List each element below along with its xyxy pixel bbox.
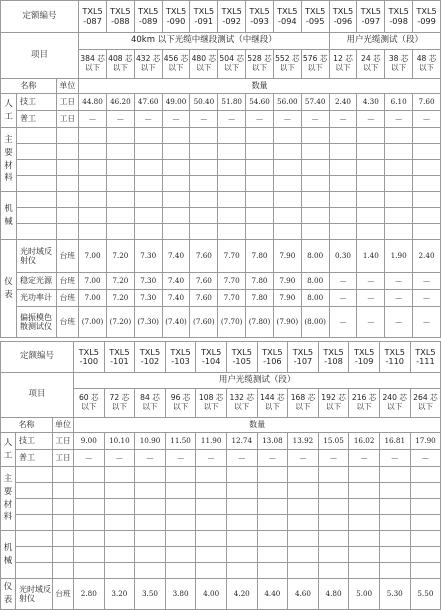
row-unit: 台班 — [56, 273, 78, 290]
table-row — [1, 433, 441, 450]
value-cell: 8.00 — [301, 273, 329, 290]
table-row — [1, 144, 441, 160]
value-cell: 57.40 — [301, 94, 329, 111]
code-row — [1, 342, 441, 373]
category-labor: 人 工 — [1, 94, 17, 128]
table-row — [1, 483, 441, 499]
row-unit: 工日 — [53, 450, 74, 467]
value-cell: 44.80 — [79, 94, 107, 111]
code-cell: TXL5 -102 — [135, 342, 166, 373]
value-cell: — — [165, 450, 196, 467]
name-header: 名称 — [1, 418, 53, 433]
spec-cell: 38 芯 以下 — [385, 50, 413, 79]
value-cell: (8.00) — [301, 307, 329, 338]
spec-cell: 96 芯 以下 — [165, 389, 196, 418]
table-row — [1, 192, 441, 208]
spec-cell: 48 芯 以下 — [413, 50, 441, 79]
value-cell: 3.80 — [165, 579, 196, 610]
category-machine: 机 械 — [1, 192, 17, 240]
code-cell: TXL5 -097 — [357, 1, 385, 33]
table-row — [1, 307, 441, 338]
value-cell: 54.60 — [246, 94, 274, 111]
code-row — [1, 1, 441, 33]
value-cell: 7.40 — [162, 273, 190, 290]
value-cell: — — [218, 111, 246, 128]
group-title-row — [1, 33, 441, 50]
row-name: 普工 — [16, 450, 53, 467]
value-cell: 7.80 — [246, 240, 274, 273]
category-instrument: 仪 表 — [1, 579, 16, 610]
value-cell: 11.90 — [196, 433, 227, 450]
spec-cell: 384 芯 以下 — [79, 50, 107, 79]
value-cell: — — [106, 111, 134, 128]
row-name: 普工 — [17, 111, 57, 128]
row-name: 光时域反 射仪 — [17, 240, 57, 273]
row-name: 光时域反 射仪 — [16, 579, 53, 610]
code-cell: TXL5 -095 — [301, 1, 329, 33]
code-cell: TXL5 -109 — [349, 342, 380, 373]
value-cell: — — [329, 307, 357, 338]
value-cell: (7.90) — [273, 307, 301, 338]
row-unit: 台班 — [53, 579, 74, 610]
spec-cell: 480 芯 以下 — [190, 50, 218, 79]
code-cell: TXL5 -111 — [410, 342, 441, 373]
spec-cell: 432 芯 以下 — [134, 50, 162, 79]
category-material: 主 要 材 料 — [1, 467, 16, 531]
spec-cell: 108 芯 以下 — [196, 389, 227, 418]
table-row — [1, 563, 441, 579]
value-cell: — — [357, 111, 385, 128]
quota-table-2 — [0, 341, 441, 610]
code-cell: TXL5 -094 — [273, 1, 301, 33]
value-cell: (7.20) — [106, 307, 134, 338]
value-cell: — — [134, 111, 162, 128]
value-cell: 2.80 — [74, 579, 105, 610]
value-cell: — — [104, 450, 135, 467]
value-cell: — — [226, 450, 257, 467]
table-row — [1, 499, 441, 515]
row-name: 技工 — [16, 433, 53, 450]
value-cell: 50.40 — [190, 94, 218, 111]
value-cell: 7.20 — [106, 290, 134, 307]
value-cell: (7.60) — [190, 307, 218, 338]
value-cell: — — [318, 450, 349, 467]
value-cell: 7.40 — [162, 290, 190, 307]
value-cell: — — [301, 111, 329, 128]
value-cell: (7.70) — [218, 307, 246, 338]
unit-header: 单位 — [56, 79, 78, 94]
value-cell: 7.70 — [218, 240, 246, 273]
code-cell: TXL5 -106 — [257, 342, 288, 373]
value-cell: 5.30 — [379, 579, 410, 610]
table-row — [1, 111, 441, 128]
code-cell: TXL5 -099 — [413, 1, 441, 33]
value-cell: 0.30 — [329, 240, 357, 273]
spec-cell: 456 芯 以下 — [162, 50, 190, 79]
value-cell: 1.40 — [357, 240, 385, 273]
code-label: 定额编号 — [1, 1, 79, 33]
row-name: 技工 — [17, 94, 57, 111]
value-cell: 49.00 — [162, 94, 190, 111]
table-row — [1, 531, 441, 547]
value-cell: 7.00 — [79, 290, 107, 307]
value-cell: 7.20 — [106, 273, 134, 290]
spec-cell: 84 芯 以下 — [135, 389, 166, 418]
category-labor: 人 工 — [1, 433, 16, 467]
value-cell: — — [385, 273, 413, 290]
code-cell: TXL5 -087 — [79, 1, 107, 33]
value-cell: 16.02 — [349, 433, 380, 450]
code-cell: TXL5 -105 — [226, 342, 257, 373]
value-cell: 51.80 — [218, 94, 246, 111]
spec-cell: 528 芯 以下 — [246, 50, 274, 79]
value-cell: 2.40 — [413, 240, 441, 273]
table-row — [1, 208, 441, 224]
row-name: 偏振模色 散测试仪 — [17, 307, 57, 338]
spec-cell: 264 芯 以下 — [410, 389, 441, 418]
value-cell: — — [257, 450, 288, 467]
value-cell: 5.00 — [349, 579, 380, 610]
value-cell: — — [349, 450, 380, 467]
value-cell: — — [413, 273, 441, 290]
table-row — [1, 273, 441, 290]
value-cell: 4.80 — [318, 579, 349, 610]
value-cell: 3.50 — [135, 579, 166, 610]
code-cell: TXL5 -104 — [196, 342, 227, 373]
value-cell: 13.92 — [288, 433, 319, 450]
value-cell: — — [79, 111, 107, 128]
value-cell: — — [288, 450, 319, 467]
value-cell: 8.00 — [301, 290, 329, 307]
spec-cell: 216 芯 以下 — [349, 389, 380, 418]
value-cell: 7.40 — [162, 240, 190, 273]
value-cell: (7.80) — [246, 307, 274, 338]
column-header-row — [1, 79, 441, 94]
value-cell: 2.40 — [329, 94, 357, 111]
value-cell: — — [385, 111, 413, 128]
value-cell: 7.00 — [79, 273, 107, 290]
group-title-user: 用户光缆测试（段） — [329, 33, 440, 50]
table-row — [1, 467, 441, 483]
column-header-row — [1, 418, 441, 433]
value-cell: 6.10 — [385, 94, 413, 111]
value-cell: — — [162, 111, 190, 128]
value-cell: 7.30 — [134, 240, 162, 273]
table-row — [1, 176, 441, 192]
value-cell: — — [379, 450, 410, 467]
value-cell: 7.20 — [106, 240, 134, 273]
value-cell: — — [329, 273, 357, 290]
value-cell: — — [246, 111, 274, 128]
spec-cell: 132 芯 以下 — [226, 389, 257, 418]
value-cell: 4.30 — [357, 94, 385, 111]
value-cell: 7.90 — [273, 290, 301, 307]
value-cell: — — [357, 273, 385, 290]
value-cell: 10.10 — [104, 433, 135, 450]
category-machine: 机 械 — [1, 531, 16, 579]
value-cell: (7.40) — [162, 307, 190, 338]
table-row — [1, 579, 441, 610]
spec-cell: 24 芯 以下 — [357, 50, 385, 79]
spec-cell: 552 芯 以下 — [273, 50, 301, 79]
unit-header: 单位 — [53, 418, 74, 433]
row-unit: 工日 — [56, 111, 78, 128]
value-cell: 1.90 — [385, 240, 413, 273]
value-cell: (7.00) — [79, 307, 107, 338]
spec-cell: 192 芯 以下 — [318, 389, 349, 418]
value-cell: 7.80 — [246, 290, 274, 307]
value-cell: 7.60 — [190, 290, 218, 307]
value-cell: — — [329, 290, 357, 307]
value-cell: 7.70 — [218, 290, 246, 307]
value-cell: 46.20 — [106, 94, 134, 111]
value-cell: 15.05 — [318, 433, 349, 450]
category-instrument: 仪 表 — [1, 240, 17, 338]
code-cell: TXL5 -089 — [134, 1, 162, 33]
value-cell: 4.20 — [226, 579, 257, 610]
value-cell: 13.08 — [257, 433, 288, 450]
value-cell: — — [135, 450, 166, 467]
code-cell: TXL5 -108 — [318, 342, 349, 373]
table-row — [1, 547, 441, 563]
value-cell: 8.00 — [301, 240, 329, 273]
spec-cell: 144 芯 以下 — [257, 389, 288, 418]
quantity-header: 数量 — [74, 418, 441, 433]
table-row — [1, 128, 441, 144]
table-row — [1, 94, 441, 111]
value-cell: 7.60 — [190, 240, 218, 273]
group-title-user: 用户光缆测试（段） — [74, 373, 441, 389]
code-cell: TXL5 -091 — [190, 1, 218, 33]
spec-cell: 504 芯 以下 — [218, 50, 246, 79]
code-cell: TXL5 -090 — [162, 1, 190, 33]
code-cell: TXL5 -098 — [385, 1, 413, 33]
value-cell: 12.74 — [226, 433, 257, 450]
value-cell: 16.81 — [379, 433, 410, 450]
value-cell: — — [196, 450, 227, 467]
spec-cell: 408 芯 以下 — [106, 50, 134, 79]
value-cell: 10.90 — [135, 433, 166, 450]
item-label: 项目 — [1, 373, 74, 418]
value-cell: — — [385, 290, 413, 307]
value-cell: 56.00 — [273, 94, 301, 111]
row-name: 稳定光源 — [17, 273, 57, 290]
row-name: 光功率计 — [17, 290, 57, 307]
value-cell: — — [357, 307, 385, 338]
item-label: 项目 — [1, 33, 79, 79]
row-unit: 工日 — [56, 94, 78, 111]
value-cell: 11.50 — [165, 433, 196, 450]
table-row — [1, 290, 441, 307]
table-row — [1, 515, 441, 531]
value-cell: 7.90 — [273, 273, 301, 290]
value-cell: 7.30 — [134, 290, 162, 307]
table-row — [1, 224, 441, 240]
value-cell: 7.90 — [273, 240, 301, 273]
row-unit: 台班 — [56, 290, 78, 307]
quantity-header: 数量 — [79, 79, 441, 94]
group-title-row — [1, 373, 441, 389]
value-cell: 7.00 — [79, 240, 107, 273]
value-cell: 3.20 — [104, 579, 135, 610]
table-row — [1, 450, 441, 467]
code-cell: TXL5 -096 — [329, 1, 357, 33]
value-cell: 9.00 — [74, 433, 105, 450]
value-cell: — — [385, 307, 413, 338]
code-cell: TXL5 -103 — [165, 342, 196, 373]
row-unit: 台班 — [56, 240, 78, 273]
value-cell: — — [273, 111, 301, 128]
value-cell: — — [413, 111, 441, 128]
code-cell: TXL5 -101 — [104, 342, 135, 373]
value-cell: 7.60 — [190, 273, 218, 290]
value-cell: 4.00 — [196, 579, 227, 610]
row-unit: 台班 — [56, 307, 78, 338]
code-cell: TXL5 -107 — [288, 342, 319, 373]
code-cell: TXL5 -110 — [379, 342, 410, 373]
value-cell: 17.90 — [410, 433, 441, 450]
value-cell: 4.40 — [257, 579, 288, 610]
spec-cell: 240 芯 以下 — [379, 389, 410, 418]
value-cell: 4.60 — [288, 579, 319, 610]
group-title-relay: 40km 以下光缆中继段测试（中继段） — [79, 33, 329, 50]
value-cell: — — [357, 290, 385, 307]
code-cell: TXL5 -093 — [246, 1, 274, 33]
code-label: 定额编号 — [1, 342, 74, 373]
table-row — [1, 160, 441, 176]
name-header: 名称 — [1, 79, 57, 94]
spec-cell: 576 芯 以下 — [301, 50, 329, 79]
value-cell: — — [74, 450, 105, 467]
value-cell: 7.70 — [218, 273, 246, 290]
value-cell: 5.50 — [410, 579, 441, 610]
value-cell: (7.30) — [134, 307, 162, 338]
value-cell: 47.60 — [134, 94, 162, 111]
spec-cell: 72 芯 以下 — [104, 389, 135, 418]
spec-cell: 168 芯 以下 — [288, 389, 319, 418]
value-cell: — — [410, 450, 441, 467]
value-cell: 7.80 — [246, 273, 274, 290]
value-cell: — — [329, 111, 357, 128]
value-cell: 7.30 — [134, 273, 162, 290]
value-cell: — — [413, 307, 441, 338]
code-cell: TXL5 -088 — [106, 1, 134, 33]
code-cell: TXL5 -100 — [74, 342, 105, 373]
value-cell: 7.60 — [413, 94, 441, 111]
category-material: 主 要 材 料 — [1, 128, 17, 192]
row-unit: 工日 — [53, 433, 74, 450]
spec-cell: 12 芯 以下 — [329, 50, 357, 79]
spec-cell: 60 芯 以下 — [74, 389, 105, 418]
value-cell: — — [413, 290, 441, 307]
table-row — [1, 240, 441, 273]
code-cell: TXL5 -092 — [218, 1, 246, 33]
value-cell: — — [190, 111, 218, 128]
